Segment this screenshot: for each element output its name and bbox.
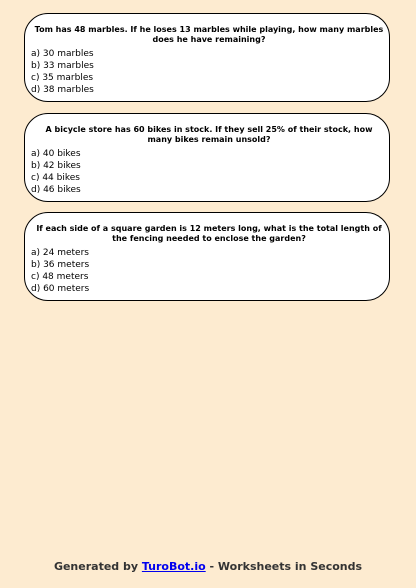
- answer-option-b: b) 33 marbles: [31, 61, 94, 71]
- question-card-3: [24, 212, 390, 301]
- footer-prefix: Generated by: [53, 560, 142, 573]
- question-text: Tom has 48 marbles. If he loses 13 marbles while playing, how many marbles does he have remaining?: [34, 25, 384, 44]
- turobot-link[interactable]: TuroBot.io: [141, 560, 206, 573]
- footer: [0, 560, 416, 574]
- footer-suffix: - Worksheets in Seconds: [205, 560, 363, 573]
- answer-option-a: a) 24 meters: [31, 248, 89, 258]
- answer-option-c: c) 48 meters: [31, 272, 89, 282]
- question-card-1: [24, 13, 390, 102]
- answer-option-d: d) 46 bikes: [31, 185, 81, 195]
- answer-option-c: c) 44 bikes: [31, 173, 80, 183]
- answer-option-b: b) 36 meters: [31, 260, 90, 270]
- question-text: If each side of a square garden is 12 meters long, what is the total length of the fencing needed to enclose the garden?: [36, 224, 382, 243]
- answer-option-c: c) 35 marbles: [31, 73, 94, 83]
- question-text: A bicycle store has 60 bikes in stock. If they sell 25% of their stock, how many bikes remain unsold?: [45, 125, 373, 144]
- answer-option-d: d) 38 marbles: [31, 85, 94, 95]
- answer-option-a: a) 30 marbles: [31, 49, 94, 59]
- answer-option-b: b) 42 bikes: [31, 161, 81, 171]
- answer-option-a: a) 40 bikes: [31, 149, 81, 159]
- question-card-2: [24, 113, 390, 202]
- answer-option-d: d) 60 meters: [31, 284, 90, 294]
